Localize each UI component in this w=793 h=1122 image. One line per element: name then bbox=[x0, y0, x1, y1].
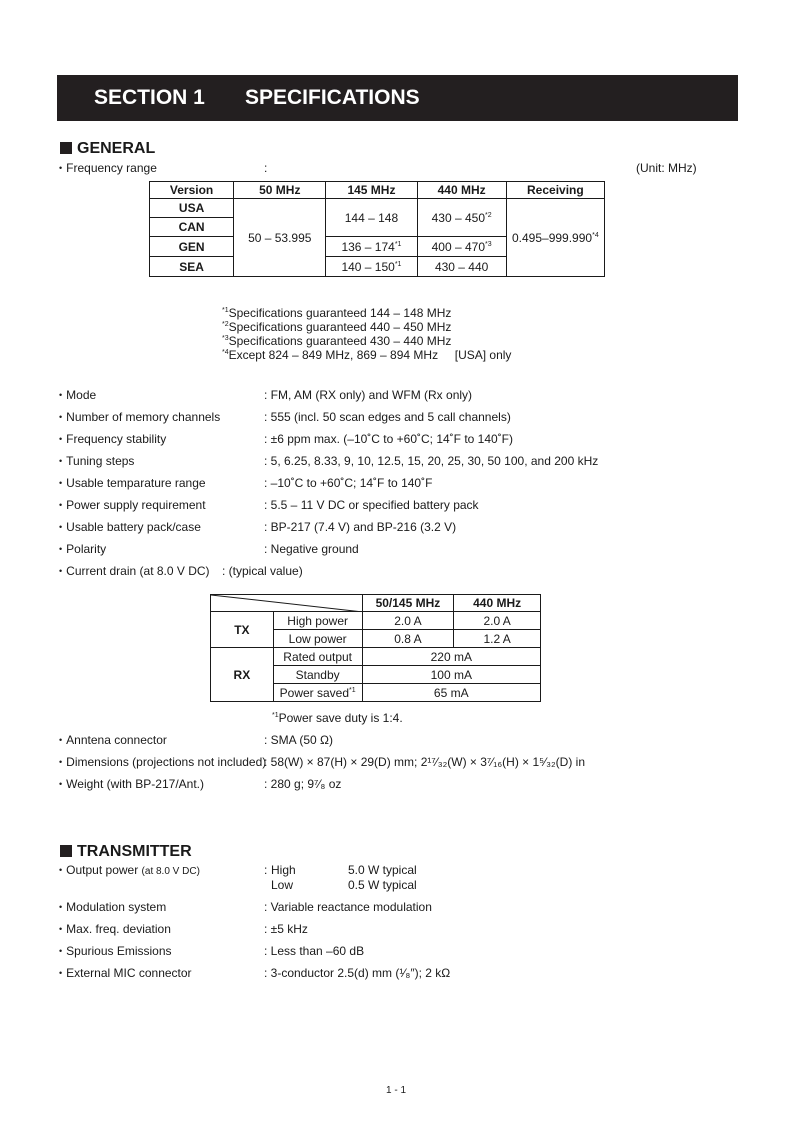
spec-value: : 280 g; 9⁷⁄₈ oz bbox=[264, 777, 342, 791]
output-low-label: Low bbox=[271, 878, 294, 892]
footnote-4: $^{*4}$Except 824 – 849 MHz, 869 – 894 MHz [USA] only bbox=[222, 348, 512, 362]
mode-power-saved: Power saved$^{*1}$ bbox=[273, 684, 362, 702]
spec-value: : Variable reactance modulation bbox=[264, 900, 432, 914]
spec-label: • Anntena connector bbox=[59, 733, 167, 747]
spec-value: : FM, AM (RX only) and WFM (Rx only) bbox=[264, 388, 473, 402]
value-cell: 2.0 A bbox=[362, 612, 454, 630]
version-usa: USA bbox=[150, 199, 234, 218]
freq-range-colon: : bbox=[264, 161, 268, 175]
col-header-50-145: 50/145 MHz bbox=[362, 595, 454, 612]
spec-label: • Number of memory channels bbox=[59, 410, 220, 424]
output-power-label: • Output power (at 8.0 V DC) bbox=[59, 863, 200, 877]
col-header-440mhz: 440 MHz bbox=[417, 182, 506, 199]
version-can: CAN bbox=[150, 218, 234, 237]
current-drain-table bbox=[210, 594, 541, 702]
spec-value: : SMA (50 Ω) bbox=[264, 733, 333, 747]
spec-value: : (typical value) bbox=[222, 564, 303, 578]
col-header-145mhz: 145 MHz bbox=[326, 182, 417, 199]
mode-standby: Standby bbox=[273, 666, 362, 684]
spec-label: • Usable temparature range bbox=[59, 476, 206, 490]
output-high-value: 5.0 W typical bbox=[348, 863, 417, 877]
cell-receiving: 0.495–999.990$^{*4}$ bbox=[506, 199, 604, 277]
section-number: SECTION 1 bbox=[94, 86, 205, 109]
spec-value: : BP-217 (7.4 V) and BP-216 (3.2 V) bbox=[264, 520, 457, 534]
spec-label: • Frequency stability bbox=[59, 432, 166, 446]
value-cell: 220 mA bbox=[362, 648, 540, 666]
general-heading: GENERAL bbox=[60, 140, 155, 158]
value-cell: 100 mA bbox=[362, 666, 540, 684]
spec-value: : ±6 ppm max. (–10˚C to +60˚C; 14˚F to 140˚F) bbox=[264, 432, 514, 446]
section-title: SPECIFICATIONS bbox=[245, 86, 420, 109]
col-header-version: Version bbox=[150, 182, 234, 199]
mode-rated-output: Rated output bbox=[273, 648, 362, 666]
col-header-440: 440 MHz bbox=[454, 595, 541, 612]
version-sea: SEA bbox=[150, 257, 234, 277]
frequency-table bbox=[149, 181, 605, 277]
cell-440-usa-can: 430 – 450$^{*2}$ bbox=[417, 199, 506, 237]
power-save-note: $^{*1}$Power save duty is 1:4. bbox=[272, 711, 403, 725]
tx-label: TX bbox=[211, 612, 274, 648]
mode-low-power: Low power bbox=[273, 630, 362, 648]
unit-label: (Unit: MHz) bbox=[636, 161, 697, 175]
spec-value: : ±5 kHz bbox=[264, 922, 308, 936]
spec-label: • Current drain (at 8.0 V DC) bbox=[59, 564, 210, 578]
output-low-value: 0.5 W typical bbox=[348, 878, 417, 892]
spec-value: : 5, 6.25, 8.33, 9, 10, 12.5, 15, 20, 25, 30, 50 100, and 200 kHz bbox=[264, 454, 599, 468]
spec-label: • Dimensions (projections not included) bbox=[59, 755, 266, 769]
col-header-receiving: Receiving bbox=[506, 182, 604, 199]
spec-label: • Power supply requirement bbox=[59, 498, 206, 512]
cell-145-usa-can: 144 – 148 bbox=[326, 199, 417, 237]
cell-440-sea: 430 – 440 bbox=[417, 257, 506, 277]
spec-value: : –10˚C to +60˚C; 14˚F to 140˚F bbox=[264, 476, 433, 490]
spec-label: • Max. freq. deviation bbox=[59, 922, 171, 936]
spec-value: : 5.5 – 11 V DC or specified battery pack bbox=[264, 498, 479, 512]
value-cell: 1.2 A bbox=[454, 630, 541, 648]
spec-label: • Mode bbox=[59, 388, 96, 402]
cell-440-gen: 400 – 470$^{*3}$ bbox=[417, 237, 506, 257]
spec-label: • Weight (with BP-217/Ant.) bbox=[59, 777, 204, 791]
spec-label: • Spurious Emissions bbox=[59, 944, 172, 958]
footnote-2: $^{*2}$Specifications guaranteed 440 – 450 MHz bbox=[222, 320, 452, 334]
table-corner-cell bbox=[211, 595, 363, 612]
cell-145-sea: 140 – 150$^{*1}$ bbox=[326, 257, 417, 277]
col-header-50mhz: 50 MHz bbox=[234, 182, 326, 199]
footnote-3: $^{*3}$Specifications guaranteed 430 – 440 MHz bbox=[222, 334, 452, 348]
value-cell: 65 mA bbox=[362, 684, 540, 702]
spec-label: • Modulation system bbox=[59, 900, 166, 914]
spec-value: : 555 (incl. 50 scan edges and 5 call channels) bbox=[264, 410, 511, 424]
spec-value: : 3-conductor 2.5(d) mm (¹⁄₈″); 2 kΩ bbox=[264, 966, 451, 980]
transmitter-heading: TRANSMITTER bbox=[60, 843, 192, 861]
output-colon: : bbox=[264, 863, 268, 877]
spec-label: • Usable battery pack/case bbox=[59, 520, 201, 534]
version-gen: GEN bbox=[150, 237, 234, 257]
page-number: 1 - 1 bbox=[386, 1085, 407, 1096]
square-bullet-icon bbox=[60, 845, 72, 857]
spec-label: • External MIC connector bbox=[59, 966, 192, 980]
mode-high-power: High power bbox=[273, 612, 362, 630]
spec-label: • Polarity bbox=[59, 542, 106, 556]
value-cell: 0.8 A bbox=[362, 630, 454, 648]
rx-label: RX bbox=[211, 648, 274, 702]
spec-value: : 58(W) × 87(H) × 29(D) mm; 2¹⁷⁄₃₂(W) × 3⁷⁄₁₆(H) × 1⁵⁄₃₂(D) in bbox=[264, 755, 586, 769]
spec-value: : Negative ground bbox=[264, 542, 359, 556]
section-banner bbox=[57, 75, 738, 121]
cell-145-gen: 136 – 174$^{*1}$ bbox=[326, 237, 417, 257]
cell-50mhz: 50 – 53.995 bbox=[234, 199, 326, 277]
footnote-1: $^{*1}$Specifications guaranteed 144 – 148 MHz bbox=[222, 306, 452, 320]
output-high-label: High bbox=[271, 863, 296, 877]
value-cell: 2.0 A bbox=[454, 612, 541, 630]
spec-label: • Tuning steps bbox=[59, 454, 134, 468]
square-bullet-icon bbox=[60, 142, 72, 154]
spec-value: : Less than –60 dB bbox=[264, 944, 365, 958]
freq-range-label: • Frequency range bbox=[59, 161, 157, 175]
